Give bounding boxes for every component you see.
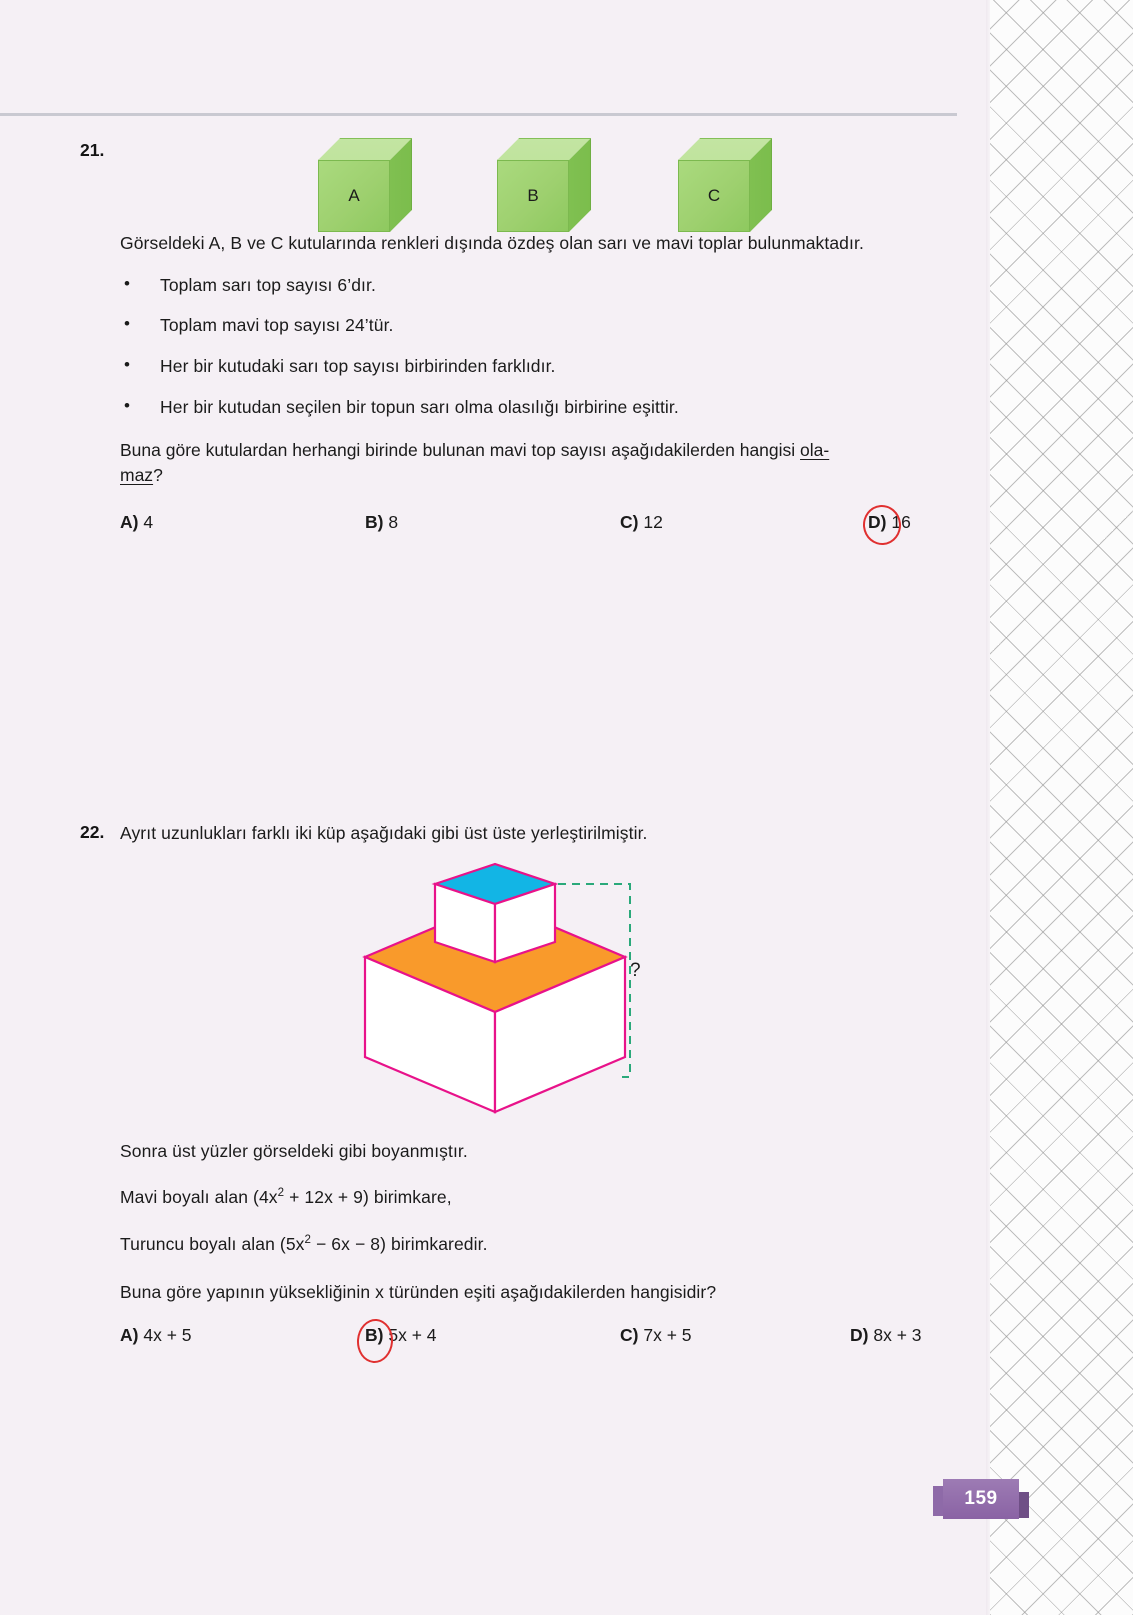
question-21-option-b[interactable] xyxy=(365,512,398,533)
orange-area-suffix: − 6x − 8) birimkaredir. xyxy=(311,1234,488,1254)
question-22-line-blue-area xyxy=(120,1186,452,1210)
question-21-bullet-2: Toplam mavi top sayısı 24’tür. xyxy=(160,315,394,335)
question-21-bullet-4: Her bir kutudan seçilen bir topun sarı olma olasılığı birbirine eşittir. xyxy=(160,397,679,417)
option-letter: A) xyxy=(120,512,139,532)
cube-label-c: C xyxy=(707,186,721,205)
option-letter: B) xyxy=(365,1325,384,1345)
question-21-bullet-3: Her bir kutudaki sarı top sayısı birbirinden farklıdır. xyxy=(160,356,556,376)
blue-area-prefix: Mavi boyalı alan (4x xyxy=(120,1187,278,1207)
stacked-cubes-figure xyxy=(330,862,660,1132)
green-cube-c xyxy=(678,138,772,232)
option-letter: A) xyxy=(120,1325,139,1345)
green-cube-b xyxy=(497,138,591,232)
blue-area-exponent: 2 xyxy=(277,1187,285,1200)
question-22-number: 22. xyxy=(80,822,105,842)
question-22-line-1: Sonra üst yüzler görseldeki gibi boyanmıştır. xyxy=(120,1141,468,1161)
option-value: 8x + 3 xyxy=(873,1325,922,1345)
bullet-dot-icon: • xyxy=(124,274,130,293)
bullet-dot-icon: • xyxy=(124,355,130,374)
cube-label-a: A xyxy=(348,186,360,205)
option-value: 12 xyxy=(643,512,663,532)
question-21-bullet-1: Toplam sarı top sayısı 6’dır. xyxy=(160,275,376,295)
blue-area-suffix: + 12x + 9) birimkare, xyxy=(284,1187,452,1207)
option-value: 5x + 4 xyxy=(388,1325,437,1345)
question-22-option-d[interactable] xyxy=(850,1325,922,1346)
option-letter: C) xyxy=(620,1325,639,1345)
page-number-label: 159 xyxy=(943,1479,1019,1519)
question-22-prompt: Buna göre yapının yüksekliğinin x türünden eşiti aşağıdakilerden hangisidir? xyxy=(120,1282,717,1302)
bullet-dot-icon: • xyxy=(124,396,130,415)
question-21-number: 21. xyxy=(80,140,105,160)
bullet-dot-icon: • xyxy=(124,314,130,333)
question-21-prompt-underline-2: maz xyxy=(120,464,154,485)
question-22-option-b[interactable] xyxy=(365,1325,437,1346)
option-letter: C) xyxy=(620,512,639,532)
option-letter: D) xyxy=(850,1325,869,1345)
question-21-option-a[interactable] xyxy=(120,512,153,533)
decorative-crosshatch-band xyxy=(990,0,1133,1615)
question-22-option-a[interactable] xyxy=(120,1325,192,1346)
header-divider-rule xyxy=(0,113,957,116)
green-cube-a xyxy=(318,138,412,232)
question-21-prompt xyxy=(120,438,932,488)
orange-area-prefix: Turuncu boyalı alan (5x xyxy=(120,1234,305,1254)
question-22-option-c[interactable] xyxy=(620,1325,692,1346)
option-value: 4x + 5 xyxy=(143,1325,192,1345)
question-22-line-orange-area xyxy=(120,1233,488,1257)
orange-area-exponent: 2 xyxy=(304,1234,312,1247)
question-22-stem: Ayrıt uzunlukları farklı iki küp aşağıdaki gibi üst üste yerleştirilmiştir. xyxy=(120,823,648,843)
option-value: 16 xyxy=(891,512,911,532)
option-value: 8 xyxy=(388,512,399,532)
question-21-intro: Görseldeki A, B ve C kutularında renkleri dışında özdeş olan sarı ve mavi toplar bulunmaktadır. xyxy=(120,233,864,253)
option-value: 7x + 5 xyxy=(643,1325,692,1345)
question-21-option-d[interactable] xyxy=(868,512,911,533)
cube-label-b: B xyxy=(527,186,539,205)
question-21-prompt-text: Buna göre kutulardan herhangi birinde bulunan mavi top sayısı aşağıdakilerden hangisi xyxy=(120,440,801,460)
option-letter: B) xyxy=(365,512,384,532)
question-21-option-c[interactable] xyxy=(620,512,663,533)
height-dimension-label: ? xyxy=(630,960,641,981)
option-value: 4 xyxy=(143,512,154,532)
option-letter: D) xyxy=(868,512,887,532)
question-21-prompt-underline-1: ola- xyxy=(800,440,830,460)
question-21-prompt-tail: ? xyxy=(153,464,163,485)
